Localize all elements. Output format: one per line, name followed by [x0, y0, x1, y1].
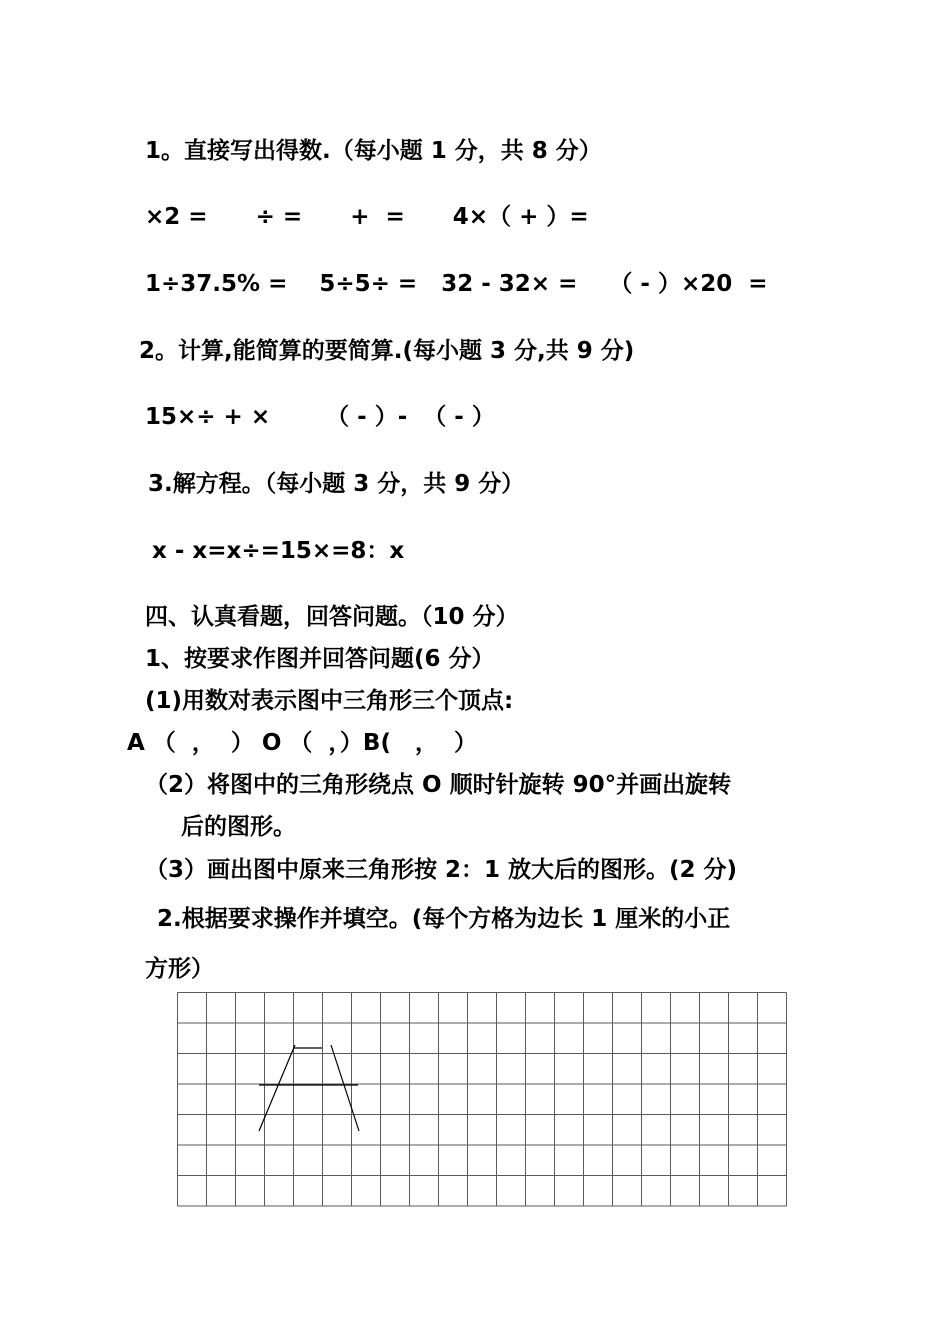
section-4-part-1: (1)用数对表示图中三角形三个顶点:: [145, 688, 514, 714]
section-4-part-3: （3）画出图中原来三角形按 2：1 放大后的图形。(2 分): [145, 857, 738, 883]
section-4-question-2-line-2: 方形）: [145, 956, 214, 982]
question-3-title: 3.解方程。（每小题 3 分，共 9 分）: [148, 471, 525, 497]
section-4-question-1: 1、按要求作图并回答问题(6 分）: [145, 646, 495, 672]
question-3-row: x - x=x÷=15×=8：x: [152, 538, 405, 564]
section-4-part-2-line-1: （2）将图中的三角形绕点 O 顺时针旋转 90°并画出旋转: [145, 772, 732, 798]
question-1-row-2: 1÷37.5% = 5÷5÷ = 32 - 32× = （ - ）×20 =: [145, 271, 768, 297]
question-2-row: 15×÷ + × （ - ）- （ - ）: [145, 404, 495, 430]
section-4-part-2-line-2: 后的图形。: [181, 814, 296, 840]
grid-lines: [178, 993, 787, 1207]
question-1-row-1: ×2 = ÷ = + = 4×（ + ）=: [145, 204, 589, 230]
question-2-title: 2。计算,能简算的要简算.(每小题 3 分,共 9 分): [139, 338, 635, 364]
figure-right-edge: [331, 1045, 359, 1131]
trapezoid-figure: [259, 1045, 359, 1131]
vertex-coordinates-blanks: A （ ， ） O （ ，）B( ， ）: [127, 730, 477, 756]
section-4-question-2-line-1: 2.根据要求操作并填空。(每个方格为边长 1 厘米的小正: [157, 906, 731, 932]
square-grid: [177, 992, 787, 1208]
question-1-title: 1。直接写出得数.（每小题 1 分，共 8 分）: [145, 138, 602, 164]
section-4-title: 四、认真看题，回答问题。（10 分）: [145, 604, 519, 630]
